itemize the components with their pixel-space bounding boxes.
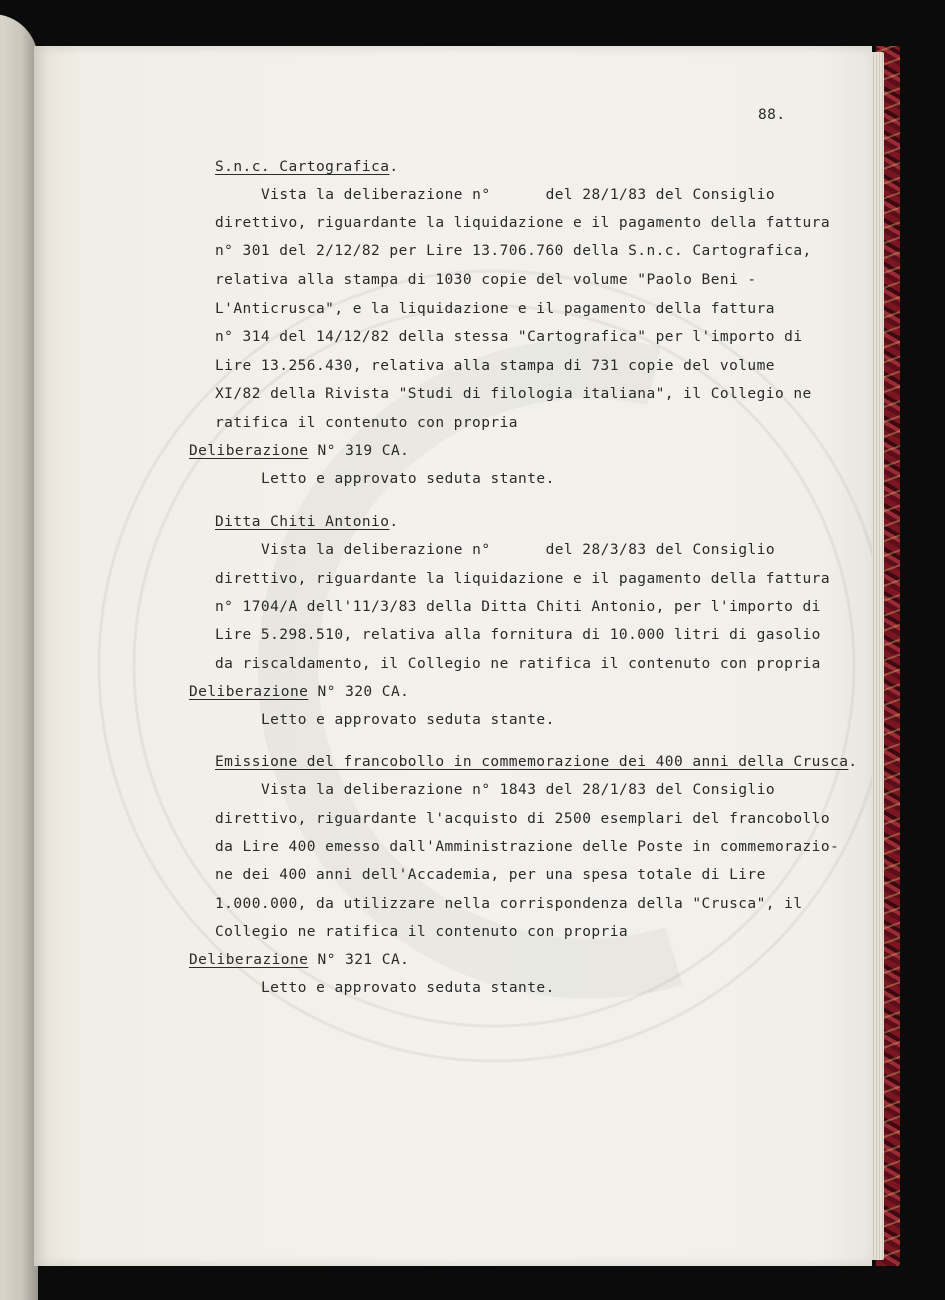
body-line: XI/82 della Rivista "Studi di filologia italiana", il Collegio ne <box>215 386 812 402</box>
body-line: n° 301 del 2/12/82 per Lire 13.706.760 della S.n.c. Cartografica, <box>215 243 812 259</box>
body-line: direttivo, riguardante la liquidazione e il pagamento della fattura <box>215 215 831 231</box>
body-line: direttivo, riguardante la liquidazione e il pagamento della fattura <box>215 571 831 587</box>
section-heading-text: Emissione del francobollo in commemorazione dei 400 anni della Crusca <box>215 754 849 770</box>
body-line: relativa alla stampa di 1030 copie del volume "Paolo Beni - <box>215 272 757 288</box>
deliberazione-line <box>189 685 409 700</box>
body-line: Collegio ne ratifica il contenuto con propria <box>215 924 629 940</box>
body-line: Lire 5.298.510, relativa alla fornitura di 10.000 litri di gasolio <box>215 627 821 643</box>
body-line: da Lire 400 emesso dall'Amministrazione delle Poste in commemorazio- <box>215 839 840 855</box>
section-heading-text: Ditta Chiti Antonio <box>215 514 390 530</box>
section-heading <box>215 160 399 175</box>
deliberazione-label: Deliberazione <box>189 684 309 700</box>
body-line: Vista la deliberazione n° del 28/3/83 del Consiglio <box>261 542 776 558</box>
approval-line: Letto e approvato seduta stante. <box>261 712 555 728</box>
body-line: ratifica il contenuto con propria <box>215 415 518 431</box>
deliberazione-line <box>189 953 409 968</box>
body-line: L'Anticrusca", e la liquidazione e il pagamento della fattura <box>215 301 775 317</box>
body-line: ne dei 400 anni dell'Accademia, per una spesa totale di Lire <box>215 867 766 883</box>
page-number: 88. <box>758 107 786 123</box>
heading-period: . <box>389 159 399 175</box>
previous-page-curl <box>0 14 38 1300</box>
section-heading <box>215 755 858 770</box>
body-line: 1.000.000, da utilizzare nella corrispondenza della "Crusca", il <box>215 896 803 912</box>
deliberazione-label: Deliberazione <box>189 952 309 968</box>
heading-period: . <box>848 754 858 770</box>
body-line: Vista la deliberazione n° 1843 del 28/1/83 del Consiglio <box>261 782 776 798</box>
section-heading-text: S.n.c. Cartografica <box>215 159 390 175</box>
body-line: Lire 13.256.430, relativa alla stampa di 731 copie del volume <box>215 358 775 374</box>
body-line: n° 314 del 14/12/82 della stessa "Cartografica" per l'importo di <box>215 329 803 345</box>
body-line: Vista la deliberazione n° del 28/1/83 del Consiglio <box>261 187 776 203</box>
deliberazione-label: Deliberazione <box>189 443 309 459</box>
deliberazione-line <box>189 444 409 459</box>
approval-line: Letto e approvato seduta stante. <box>261 471 555 487</box>
deliberazione-number: N° 319 CA. <box>308 443 410 459</box>
document-page <box>34 46 872 1266</box>
section-heading <box>215 515 399 530</box>
deliberazione-number: N° 321 CA. <box>308 952 410 968</box>
heading-period: . <box>389 514 399 530</box>
body-line: da riscaldamento, il Collegio ne ratifica il contenuto con propria <box>215 656 821 672</box>
body-line: n° 1704/A dell'11/3/83 della Ditta Chiti Antonio, per l'importo di <box>215 599 821 615</box>
deliberazione-number: N° 320 CA. <box>308 684 410 700</box>
approval-line: Letto e approvato seduta stante. <box>261 980 555 996</box>
body-line: direttivo, riguardante l'acquisto di 2500 esemplari del francobollo <box>215 811 831 827</box>
